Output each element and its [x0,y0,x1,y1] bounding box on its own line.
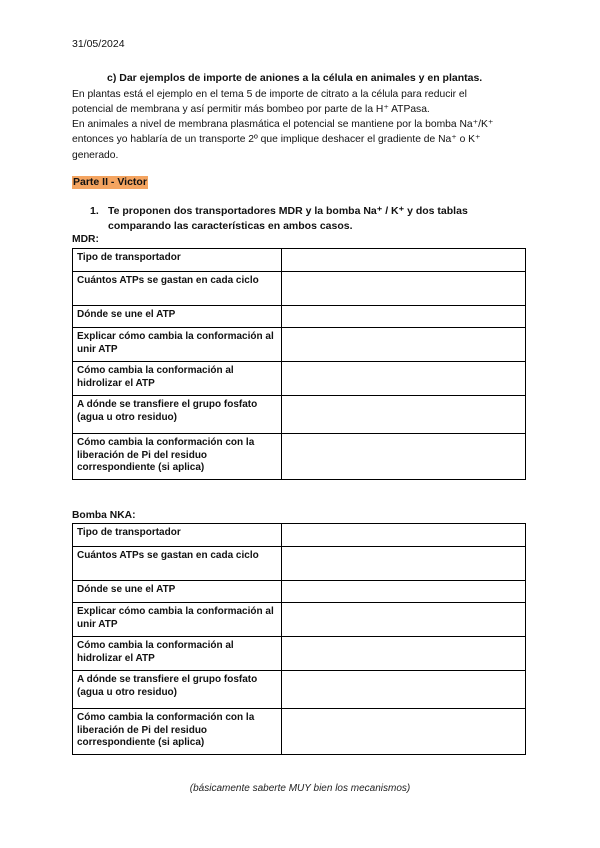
row-label: Tipo de transportador [73,524,282,547]
row-label: Explicar cómo cambia la conformación al unir ATP [73,328,282,362]
table-row [73,396,526,434]
paragraph-plants [72,87,542,118]
table-mdr [72,248,526,480]
table-nka-label: Bomba NKA: [72,510,136,521]
table-row [73,328,526,362]
row-label: Tipo de transportador [73,249,282,272]
row-value-cell[interactable] [282,709,526,755]
table-row [73,362,526,396]
section-title: Parte II - Victor [73,176,147,188]
row-label: Explicar cómo cambia la conformación al unir ATP [73,603,282,637]
row-value-cell[interactable] [282,637,526,671]
row-value-cell[interactable] [282,547,526,581]
table-row [73,524,526,547]
table-row [73,434,526,480]
footer-note: (básicamente saberte MUY bien los mecanismos) [189,783,411,794]
row-label: Cómo cambia la conformación al hidrolizar el ATP [73,637,282,671]
row-value-cell[interactable] [282,306,526,328]
row-value-cell[interactable] [282,396,526,434]
row-value-cell[interactable] [282,328,526,362]
paragraph-line: potencial de membrana y así permitir más bombeo por parte de la H⁺ ATPasa. [72,104,430,116]
row-label: Cómo cambia la conformación con la liberación de Pi del residuo correspondiente (si aplica) [73,709,282,755]
table-row [73,709,526,755]
row-value-cell[interactable] [282,581,526,603]
table-row [73,671,526,709]
row-value-cell[interactable] [282,524,526,547]
document-date: 31/05/2024 [72,38,125,50]
row-label: A dónde se transfiere el grupo fosfato (agua u otro residuo) [73,396,282,434]
table-nka [72,523,526,755]
row-label: Cómo cambia la conformación al hidrolizar el ATP [73,362,282,396]
row-value-cell[interactable] [282,603,526,637]
table-row [73,272,526,306]
row-label: A dónde se transfiere el grupo fosfato (agua u otro residuo) [73,671,282,709]
row-label: Cómo cambia la conformación con la liberación de Pi del residuo correspondiente (si aplica) [73,434,282,480]
table-mdr-label: MDR: [72,234,99,245]
question-text: Te proponen dos transportadores MDR y la bomba Na⁺ / K⁺ y dos tablas comparando las características en ambos casos. [108,205,468,232]
question-c-heading: c) Dar ejemplos de importe de aniones a la célula en animales y en plantas. [107,72,483,84]
row-value-cell[interactable] [282,434,526,480]
table-row [73,637,526,671]
paragraph-line: entonces yo hablaría de un transporte 2º que implique deshacer el gradiente de Na⁺ o K⁺ [72,134,481,146]
row-value-cell[interactable] [282,362,526,396]
table-row [73,603,526,637]
row-label: Cuántos ATPs se gastan en cada ciclo [73,272,282,306]
row-value-cell[interactable] [282,671,526,709]
paragraph-line: En plantas está el ejemplo en el tema 5 de importe de citrato a la célula para reducir el [72,89,467,100]
table-row [73,581,526,603]
table-row [73,547,526,581]
row-label: Dónde se une el ATP [73,581,282,603]
table-row [73,306,526,328]
paragraph-line: generado. [72,149,119,161]
question-1 [90,204,530,234]
paragraph-animals [72,117,542,163]
table-row [73,249,526,272]
row-value-cell[interactable] [282,272,526,306]
paragraph-line: En animales a nivel de membrana plasmática el potencial se mantiene por la bomba Na⁺/K⁺ [72,119,494,130]
question-number: 1. [90,205,99,217]
row-value-cell[interactable] [282,249,526,272]
row-label: Cuántos ATPs se gastan en cada ciclo [73,547,282,581]
row-label: Dónde se une el ATP [73,306,282,328]
